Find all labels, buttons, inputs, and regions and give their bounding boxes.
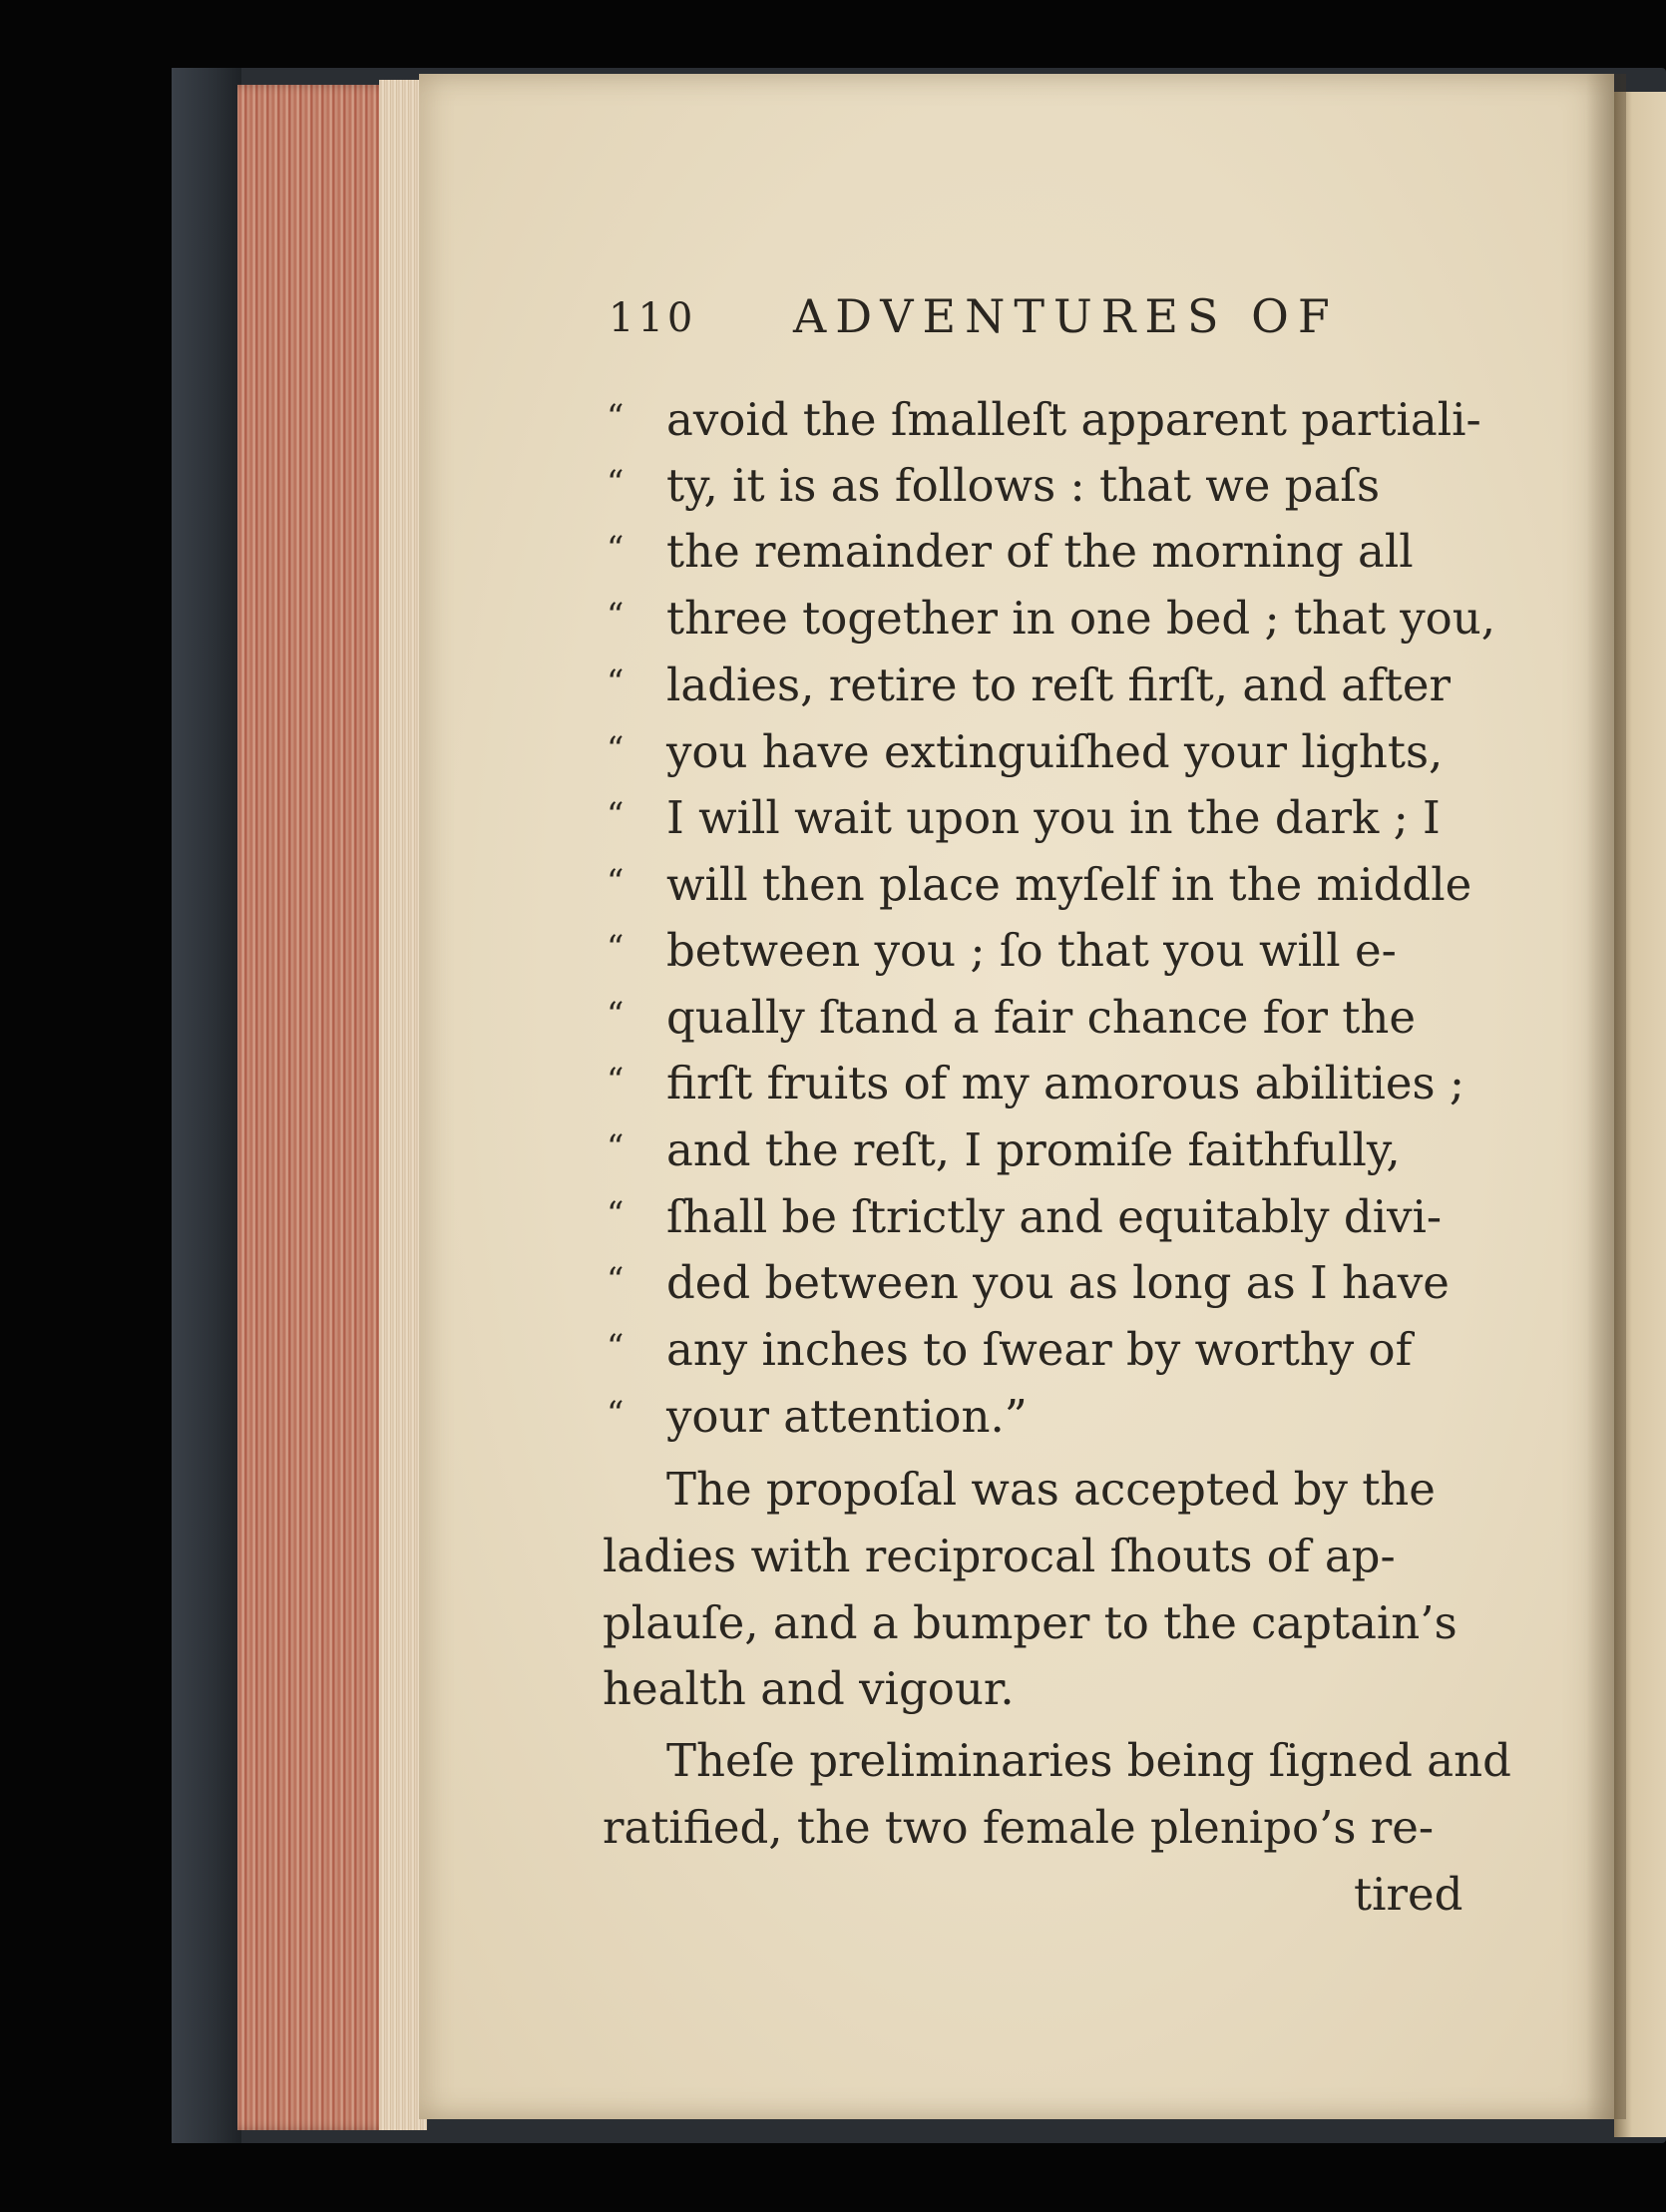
cover-spine-edge (172, 68, 241, 2143)
text-line: ladies with reciprocal ſhouts of ap- (603, 1530, 1396, 1582)
text-line: any inches to ſwear by worthy of (666, 1323, 1413, 1376)
text-line: qually ſtand a fair chance for the (666, 991, 1417, 1044)
quote-mark: “ (607, 928, 625, 968)
text-line: ratified, the two female plenipo’s re- (603, 1801, 1435, 1854)
text-line: ded between you as long as I have (666, 1256, 1450, 1309)
text-line: three together in one bed ; that you, (666, 592, 1496, 645)
quote-mark: “ (607, 1127, 625, 1167)
quote-mark: “ (607, 862, 625, 902)
quote-mark: “ (607, 1394, 625, 1434)
page-number: 110 (609, 295, 697, 341)
text-line: will then place myſelf in the middle (666, 858, 1472, 911)
quote-mark: “ (607, 596, 625, 636)
text-line: ty, it is as follows : that we paſs (666, 459, 1381, 512)
text-line: ſhall be ſtrictly and equitably divi- (666, 1190, 1443, 1243)
text-line: your attention.” (666, 1390, 1028, 1443)
gutter-shadow (1586, 74, 1626, 2119)
running-head: ADVENTURES OF (793, 289, 1339, 343)
quote-mark: “ (607, 1194, 625, 1234)
text-line: I will wait upon you in the dark ; I (666, 791, 1441, 844)
quote-mark: “ (607, 1260, 625, 1300)
quote-mark: “ (607, 463, 625, 503)
catchword: tired (1354, 1868, 1463, 1921)
quote-mark: “ (607, 1327, 625, 1367)
text-line: between you ; ſo that you will e- (666, 924, 1397, 977)
quote-mark: “ (607, 1061, 625, 1101)
quote-mark: “ (607, 995, 625, 1035)
quote-mark: “ (607, 397, 625, 437)
quote-mark: “ (607, 529, 625, 569)
text-line: avoid the ſmalleſt apparent partiali- (666, 393, 1481, 446)
text-line: the remainder of the morning all (666, 525, 1414, 578)
text-line: you have extinguiſhed your lights, (666, 725, 1444, 778)
text-line: firſt fruits of my amorous abilities ; (666, 1057, 1465, 1109)
quote-mark: “ (607, 729, 625, 769)
text-line: plauſe, and a bumper to the captain’s (603, 1596, 1458, 1649)
text-line: health and vigour. (603, 1662, 1015, 1715)
text-line: and the reſt, I promiſe faithfully, (666, 1123, 1401, 1176)
quote-mark: “ (607, 795, 625, 835)
quote-mark: “ (607, 663, 625, 702)
text-line: Theſe preliminaries being ſigned and (666, 1734, 1511, 1787)
text-line: The propoſal was accepted by the (666, 1463, 1436, 1516)
text-line: ladies, retire to reſt firſt, and after (666, 659, 1451, 711)
